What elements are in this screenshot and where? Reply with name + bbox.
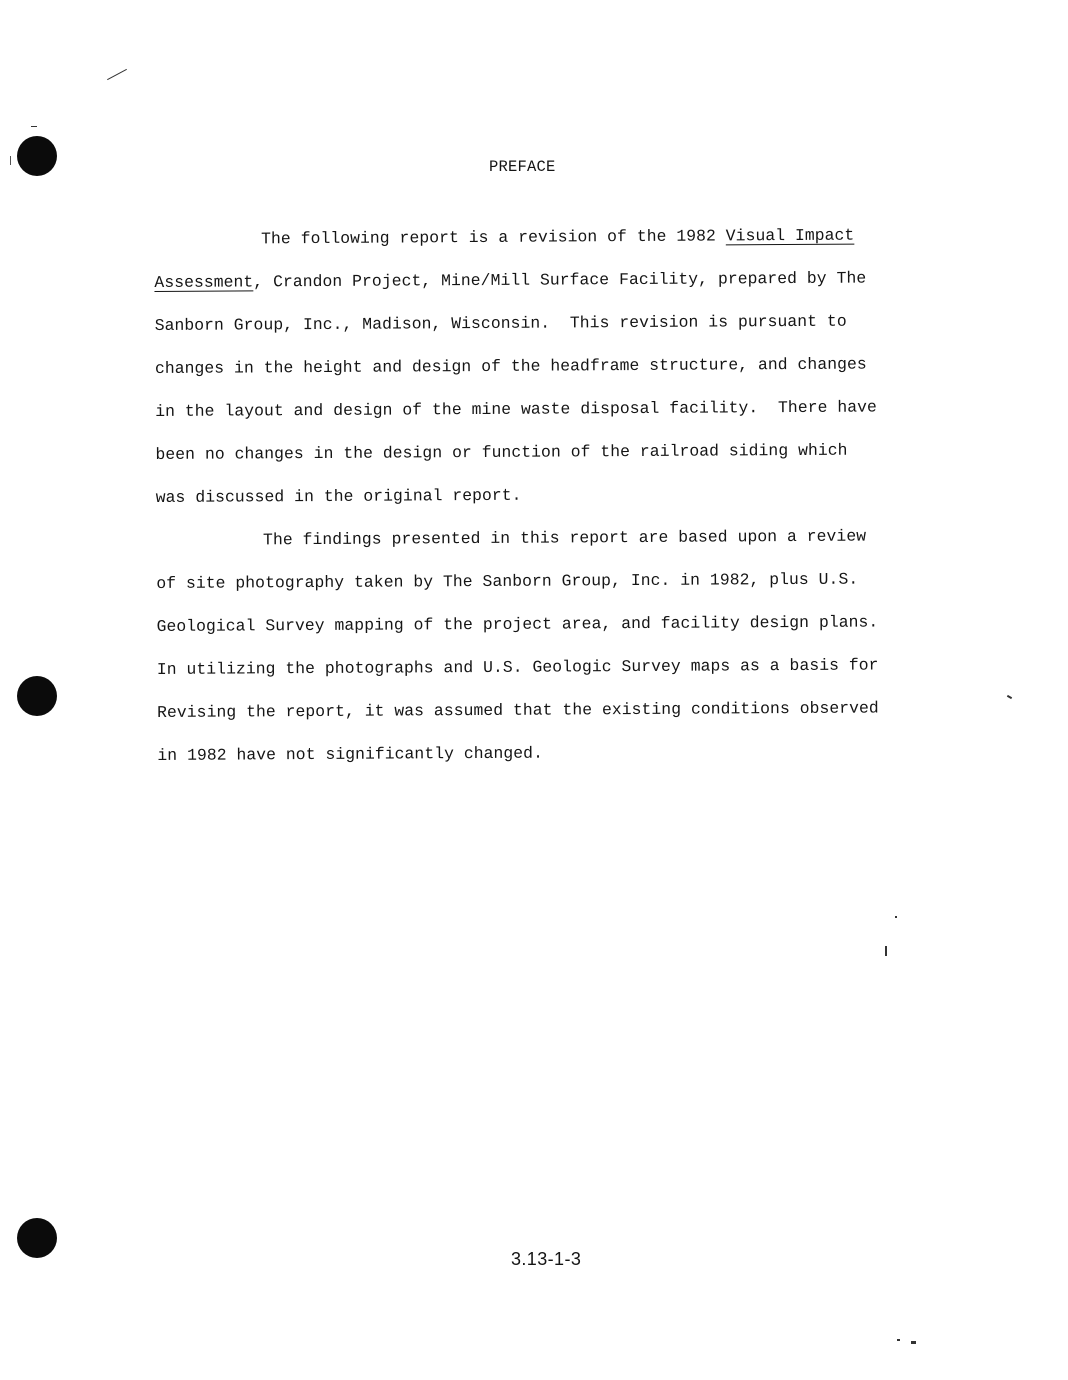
page-heading: PREFACE	[489, 158, 556, 176]
scan-speck	[897, 1339, 900, 1341]
scan-speck	[10, 156, 11, 165]
paragraph-line: in the layout and design of the mine waste disposal facility. There have	[155, 397, 877, 421]
paragraph-line: been no changes in the design or function of the railroad siding which	[155, 440, 848, 464]
page-number: 3.13-1-3	[511, 1249, 582, 1269]
paragraph-line: changes in the height and design of the headframe structure, and changes	[154, 354, 867, 378]
report-title-underlined: Assessment	[154, 272, 254, 292]
paragraph-line: in 1982 have not significantly changed.	[157, 743, 543, 765]
paragraph-line	[154, 213, 954, 261]
paragraph-line	[154, 256, 954, 304]
line-text: , Crandon Project, Mine/Mill Surface Facility, prepared by The	[253, 268, 867, 292]
binder-hole-middle	[17, 676, 57, 716]
paragraph-line: of site photography taken by The Sanborn Group, Inc. in 1982, plus U.S.	[156, 569, 859, 593]
body-text	[154, 213, 957, 777]
paragraph-1	[154, 213, 956, 519]
paragraph-line: The findings presented in this report are based upon a review	[262, 526, 867, 550]
paragraph-line: Geological Survey mapping of the project area, and facility design plans.	[156, 612, 879, 636]
binder-hole-bottom	[17, 1218, 57, 1258]
report-title-underlined: Visual Impact	[725, 225, 855, 246]
scan-speck	[911, 1341, 916, 1344]
scan-speck	[1007, 695, 1012, 699]
scan-speck	[885, 946, 887, 956]
paragraph-line: Sanborn Group, Inc., Madison, Wisconsin. This revision is pursuant to	[154, 311, 847, 335]
line-text: The following report is a revision of the 1982	[261, 226, 726, 249]
scan-speck	[895, 916, 897, 918]
paragraph-line: was discussed in the original report.	[155, 485, 522, 507]
binder-hole-top	[17, 136, 57, 176]
paragraph-line: In utilizing the photographs and U.S. Geologic Survey maps as a basis for	[156, 655, 879, 679]
paragraph-2	[156, 514, 958, 777]
paragraph-line: Revising the report, it was assumed that the existing conditions observed	[157, 698, 879, 722]
scan-speck	[31, 126, 37, 127]
scan-speck	[107, 69, 127, 80]
